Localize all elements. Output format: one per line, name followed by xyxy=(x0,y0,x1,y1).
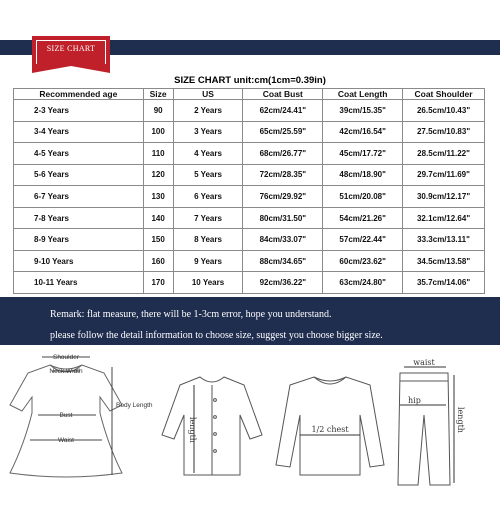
pants-length-label: length xyxy=(456,407,465,433)
cell-age: 2-3 Years xyxy=(14,100,144,122)
cell-coat-bust: 68cm/26.77" xyxy=(243,143,323,165)
cell-coat-shoulder: 34.5cm/13.58" xyxy=(403,250,485,272)
cell-us: 5 Years xyxy=(173,164,243,186)
cell-coat-shoulder: 30.9cm/12.17" xyxy=(403,186,485,208)
shirt-diagram xyxy=(162,377,262,475)
cell-coat-shoulder: 33.3cm/13.11" xyxy=(403,229,485,251)
cell-age: 10-11 Years xyxy=(14,272,144,294)
cell-size: 120 xyxy=(143,164,173,186)
cell-coat-length: 45cm/17.72" xyxy=(323,143,403,165)
column-header-age: Recommended age xyxy=(14,89,144,100)
cell-coat-length: 39cm/15.35" xyxy=(323,100,403,122)
column-header-size: Size xyxy=(143,89,173,100)
cell-size: 90 xyxy=(143,100,173,122)
table-row xyxy=(14,121,485,143)
dress-shoulder-label: Shoulder xyxy=(52,354,80,361)
cell-coat-length: 48cm/18.90" xyxy=(323,164,403,186)
table-row xyxy=(14,186,485,208)
cell-coat-bust: 65cm/25.59" xyxy=(243,121,323,143)
cell-us: 2 Years xyxy=(173,100,243,122)
table-row xyxy=(14,272,485,294)
cell-us: 10 Years xyxy=(173,272,243,294)
size-chart-badge xyxy=(32,36,110,66)
table-row xyxy=(14,143,485,165)
table-row xyxy=(14,100,485,122)
shirt-length-label: length xyxy=(188,417,197,443)
cell-coat-shoulder: 35.7cm/14.06" xyxy=(403,272,485,294)
cell-coat-shoulder: 32.1cm/12.64" xyxy=(403,207,485,229)
sweater-chest-label: 1/2 chest xyxy=(311,425,349,434)
column-header-coat-bust: Coat Bust xyxy=(243,89,323,100)
table-title: SIZE CHART unit:cm(1cm=0.39in) xyxy=(174,75,326,86)
cell-age: 5-6 Years xyxy=(14,164,144,186)
column-header-us: US xyxy=(173,89,243,100)
measurement-diagrams xyxy=(0,345,500,500)
cell-coat-length: 57cm/22.44" xyxy=(323,229,403,251)
pants-hip-label: hip xyxy=(408,396,421,405)
cell-size: 150 xyxy=(143,229,173,251)
cell-age: 3-4 Years xyxy=(14,121,144,143)
cell-coat-shoulder: 28.5cm/11.22" xyxy=(403,143,485,165)
cell-coat-shoulder: 29.7cm/11.69" xyxy=(403,164,485,186)
dress-body-length-text: Body Length xyxy=(116,402,153,409)
cell-age: 6-7 Years xyxy=(14,186,144,208)
dress-waist-label: Waist xyxy=(57,437,75,444)
cell-size: 140 xyxy=(143,207,173,229)
cell-size: 160 xyxy=(143,250,173,272)
cell-coat-length: 60cm/23.62" xyxy=(323,250,403,272)
cell-us: 9 Years xyxy=(173,250,243,272)
cell-coat-shoulder: 26.5cm/10.43" xyxy=(403,100,485,122)
cell-size: 110 xyxy=(143,143,173,165)
cell-coat-length: 51cm/20.08" xyxy=(323,186,403,208)
cell-size: 100 xyxy=(143,121,173,143)
cell-size: 130 xyxy=(143,186,173,208)
table-row xyxy=(14,207,485,229)
cell-age: 7-8 Years xyxy=(14,207,144,229)
cell-coat-bust: 76cm/29.92" xyxy=(243,186,323,208)
table-row xyxy=(14,229,485,251)
size-chart-badge-label: SIZE CHART xyxy=(36,40,106,64)
cell-us: 4 Years xyxy=(173,143,243,165)
cell-coat-bust: 92cm/36.22" xyxy=(243,272,323,294)
dress-neck-width-label: Neck Width xyxy=(49,368,83,375)
cell-coat-bust: 80cm/31.50" xyxy=(243,207,323,229)
size-table xyxy=(13,88,485,294)
cell-coat-shoulder: 27.5cm/10.83" xyxy=(403,121,485,143)
cell-us: 6 Years xyxy=(173,186,243,208)
dress-bust-label: Bust xyxy=(59,412,73,419)
table-row xyxy=(14,250,485,272)
cell-age: 4-5 Years xyxy=(14,143,144,165)
pants-waist-label: waist xyxy=(413,358,435,367)
pants-diagram xyxy=(398,367,454,485)
cell-size: 170 xyxy=(143,272,173,294)
cell-coat-bust: 72cm/28.35" xyxy=(243,164,323,186)
column-header-coat-length: Coat Length xyxy=(323,89,403,100)
remark-line-2: please follow the detail information to choose size, suggest you choose bigger size. xyxy=(50,330,383,341)
cell-coat-length: 42cm/16.54" xyxy=(323,121,403,143)
remark-banner xyxy=(0,297,500,347)
table-header-row xyxy=(14,89,485,100)
cell-coat-bust: 62cm/24.41" xyxy=(243,100,323,122)
cell-coat-bust: 88cm/34.65" xyxy=(243,250,323,272)
cell-coat-bust: 84cm/33.07" xyxy=(243,229,323,251)
cell-age: 9-10 Years xyxy=(14,250,144,272)
cell-coat-length: 63cm/24.80" xyxy=(323,272,403,294)
dress-body-length-label xyxy=(116,402,153,409)
cell-coat-length: 54cm/21.26" xyxy=(323,207,403,229)
column-header-coat-shoulder: Coat Shoulder xyxy=(403,89,485,100)
cell-us: 3 Years xyxy=(173,121,243,143)
table-body xyxy=(14,100,485,294)
cell-age: 8-9 Years xyxy=(14,229,144,251)
cell-us: 7 Years xyxy=(173,207,243,229)
table-row xyxy=(14,164,485,186)
cell-us: 8 Years xyxy=(173,229,243,251)
remark-line-1: Remark: flat measure, there will be 1-3cm error, hope you understand. xyxy=(50,309,332,320)
